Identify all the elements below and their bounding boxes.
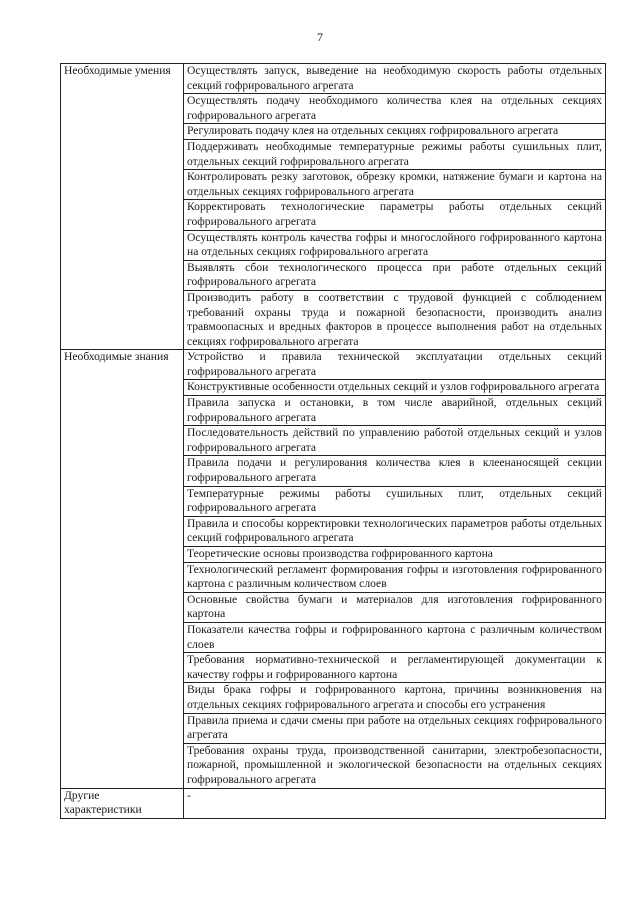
section-label: Другие характеристики bbox=[61, 788, 184, 818]
section-label: Необходимые умения bbox=[61, 64, 184, 350]
requirement-item: Регулировать подачу клея на отдельных секциях гофрировального агрегата bbox=[184, 124, 606, 140]
requirement-item: Производить работу в соответствии с трудовой функцией с соблюдением требований охраны труда и пожарной безопасности, производить анализ травмоопасных и вредных факторов в процессе выполнения работ на отдельных секциях гофрировального агрегата bbox=[184, 290, 606, 349]
table-row bbox=[61, 64, 606, 94]
requirement-item: Основные свойства бумаги и материалов для изготовления гофрированного картона bbox=[184, 592, 606, 622]
requirement-item: Осуществлять запуск, выведение на необходимую скорость работы отдельных секций гофрировального агрегата bbox=[184, 64, 606, 94]
requirement-item: Правила приема и сдачи смены при работе на отдельных секциях гофрировального агрегата bbox=[184, 713, 606, 743]
requirement-item: Показатели качества гофры и гофрированного картона с различным количеством слоев bbox=[184, 622, 606, 652]
requirement-item: Требования охраны труда, производственной санитарии, электробезопасности, пожарной, промышленной и экологической безопасности на отдельных секциях гофрировального агрегата bbox=[184, 743, 606, 788]
requirement-item: Корректировать технологические параметры работы отдельных секций гофрировального агрегата bbox=[184, 200, 606, 230]
requirement-item: - bbox=[184, 788, 606, 818]
requirement-item: Правила и способы корректировки технологических параметров работы отдельных секций гофрировального агрегата bbox=[184, 516, 606, 546]
requirement-item: Виды брака гофры и гофрированного картона, причины возникновения на отдельных секциях гофрировального агрегата и способы его устранения bbox=[184, 683, 606, 713]
requirement-item: Правила подачи и регулирования количества клея в клеенаносящей секции гофрировального агрегата bbox=[184, 456, 606, 486]
requirement-item: Конструктивные особенности отдельных секций и узлов гофрировального агрегата bbox=[184, 380, 606, 396]
requirement-item: Теоретические основы производства гофрированного картона bbox=[184, 547, 606, 563]
requirement-item: Осуществлять контроль качества гофры и многослойного гофрированного картона на отдельных секциях гофрировального агрегата bbox=[184, 230, 606, 260]
requirement-item: Технологический регламент формирования гофры и изготовления гофрированного картона с различным количеством слоев bbox=[184, 562, 606, 592]
requirement-item: Устройство и правила технической эксплуатации отдельных секций гофрировального агрегата bbox=[184, 350, 606, 380]
requirement-item: Выявлять сбои технологического процесса при работе отдельных секций гофрировального агрегата bbox=[184, 260, 606, 290]
requirement-item: Требования нормативно-технической и регламентирующей документации к качеству гофры и гофрированного картона bbox=[184, 653, 606, 683]
requirement-item: Правила запуска и остановки, в том числе аварийной, отдельных секций гофрировального агрегата bbox=[184, 396, 606, 426]
page-number: 7 bbox=[317, 30, 323, 44]
section-label: Необходимые знания bbox=[61, 350, 184, 788]
requirement-item: Температурные режимы работы сушильных плит, отдельных секций гофрировального агрегата bbox=[184, 486, 606, 516]
requirement-item: Осуществлять подачу необходимого количества клея на отдельных секциях гофрировального агрегата bbox=[184, 94, 606, 124]
requirements-table bbox=[60, 63, 606, 819]
requirement-item: Последовательность действий по управлению работой отдельных секций и узлов гофрировального агрегата bbox=[184, 426, 606, 456]
table-row bbox=[61, 788, 606, 818]
requirement-item: Поддерживать необходимые температурные режимы работы сушильных плит, отдельных секций гофрировального агрегата bbox=[184, 139, 606, 169]
table-row bbox=[61, 350, 606, 380]
requirement-item: Контролировать резку заготовок, обрезку кромки, натяжение бумаги и картона на отдельных секциях гофрировального агрегата bbox=[184, 170, 606, 200]
